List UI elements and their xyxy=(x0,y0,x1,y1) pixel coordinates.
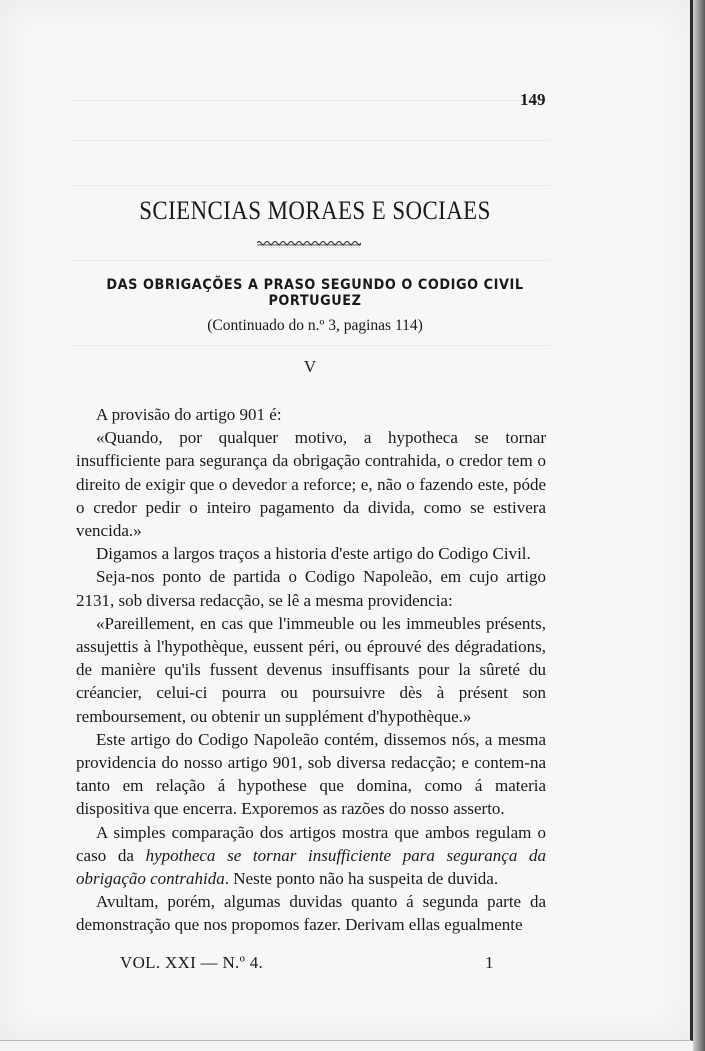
paragraph xyxy=(76,821,546,891)
chapter-numeral: V xyxy=(303,357,317,376)
wavy-rule-ornament xyxy=(257,240,361,246)
paragraph: A provisão do artigo 901 é: xyxy=(96,405,282,424)
signature-mark: 1 xyxy=(485,953,494,972)
quotation-paragraph: «Quando, por qualquer motivo, a hypotheca se tornar insufficiente para segurança da obrigação contrahida, o credor tem o direito de exigir que o devedor a reforce; e, não o fazendo este, póde o credor pedir o inteiro pagamento da divida, como se estivera vencida.» xyxy=(76,428,546,541)
paragraph: Seja-nos ponto de partida o Codigo Napoleão, em cujo artigo 2131, sob diversa redacção, se lê a mesma providencia: xyxy=(76,567,546,610)
page-number: 149 xyxy=(520,90,546,109)
continuation-note: (Continuado do n.º 3, paginas 114) xyxy=(207,317,423,334)
page-edge-shadow xyxy=(693,0,705,1051)
paragraph-text: A simples comparação dos artigos mostra que ambos regulam o caso da xyxy=(76,822,546,865)
article-title: DAS OBRIGAÇÕES A PRASO SEGUNDO O CODIGO CIVIL PORTUGUEZ xyxy=(106,277,524,309)
paragraph-text: . Neste ponto não ha suspeita de duvida. xyxy=(224,869,499,889)
paragraph: Este artigo do Codigo Napoleão contém, dissemos nós, a mesma providencia do nosso artigo 901, sob diversa redacção; e contem-na tanto em relação á hypothese que domina, como á materia dispositiva que encerra. Exporemos as razões do nosso asserto. xyxy=(76,729,546,819)
quotation-paragraph: «Pareillement, en cas que l'immeuble ou les immeubles présents, assujettis à l'hypothèque, eussent péri, ou éprouvé des dégradations, de manière qu'ils fussent devenus insuffisants pour la sûreté du créancier, celui-ci pourra ou poursuivre dès à présent son remboursement, ou obtenir un supplément d'hypothèque.» xyxy=(76,613,546,726)
body-text xyxy=(76,403,546,937)
paragraph: Digamos a largos traços a historia d'este artigo do Codigo Civil. xyxy=(96,544,531,564)
italic-phrase: hypotheca se tornar insufficiente para segurança da obrigação contrahida xyxy=(76,845,546,889)
volume-footer: VOL. XXI — N.º 4. xyxy=(120,953,264,972)
paragraph: Avultam, porém, algumas duvidas quanto á segunda parte da demonstração que nos propomos fazer. Derivam ellas egualmente xyxy=(76,892,546,935)
section-title: SCIENCIAS MORAES E SOCIAES xyxy=(139,196,491,225)
